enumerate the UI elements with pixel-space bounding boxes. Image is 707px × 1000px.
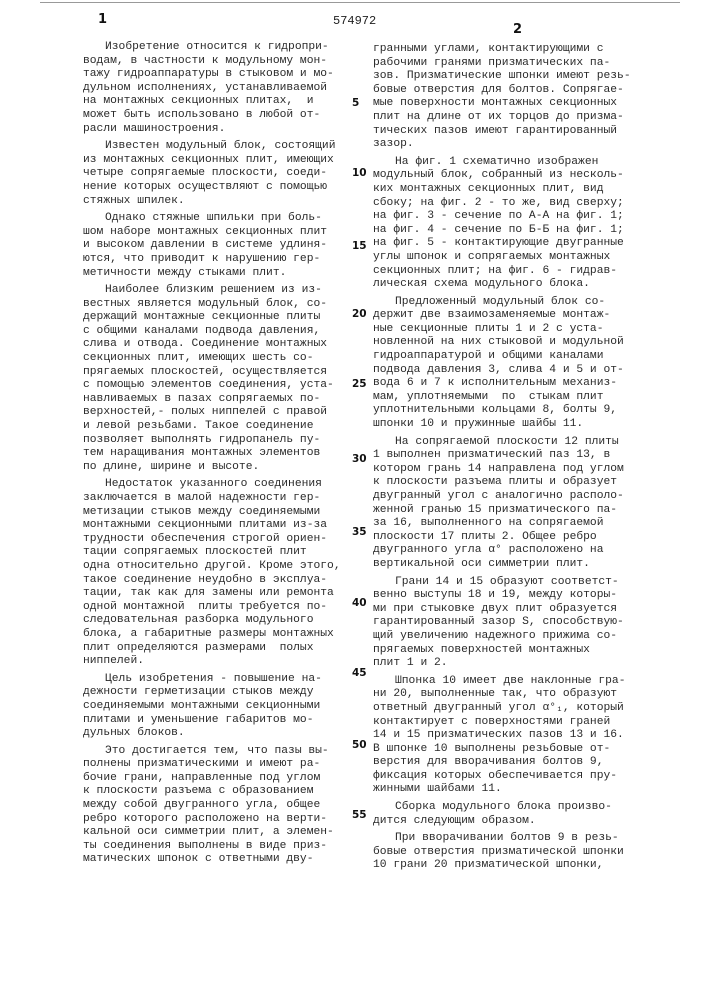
text-line: В шпонке 10 выполнены резьбовые от- [373,743,648,757]
paragraph [83,745,353,867]
page-number-right: 2 [513,22,522,37]
text-line: модульный блок, собранный из несколь- [373,169,648,183]
text-line: одной монтажной плиты требуется по- [83,601,353,615]
line-number: 45 [352,667,367,679]
text-line: плит определяются размерами полых [83,642,353,656]
text-line: тации сопрягаемых плоскостей плит [83,546,353,560]
text-line: При вворачивании болтов 9 в резь- [373,832,648,846]
text-line: и высоком давлении в системе удлиня- [83,239,353,253]
paragraph [373,156,648,292]
text-line: зов. Призматические шпонки имеют резь- [373,70,648,84]
text-line: 14 и 15 призматических пазов 13 и 16. [373,729,648,743]
line-number: 25 [352,378,367,390]
text-line: бочие грани, направленные под углом [83,772,353,786]
text-line: гарантированный зазор S, способствую- [373,616,648,630]
text-line: держит две взаимозаменяемые монтаж- [373,309,648,323]
text-line: верхностей,- полых ниппелей с правой [83,406,353,420]
text-line: контактирует с поверхностями граней [373,716,648,730]
text-line: 10 грани 20 призматической шпонки, [373,859,648,873]
text-line: на фиг. 3 - сечение по А-А на фиг. 1; [373,210,648,224]
patent-number: 574972 [333,14,376,28]
text-line: Недостаток указанного соединения [83,478,353,492]
text-line: жинными шайбами 11. [373,783,648,797]
text-line: слива и отвода. Соединение монтажных [83,338,353,352]
text-line: плоскости 17 плиты 2. Общее ребро [373,531,648,545]
left-text-column [83,41,353,871]
text-line: монтажными секционными плитами из-за [83,519,353,533]
text-line: зазор. [373,138,648,152]
right-text-column [373,43,648,877]
text-line: ются, что приводит к нарушению гер- [83,253,353,267]
text-line: ниппелей. [83,655,353,669]
text-line: к плоскости разъема плиты и образует [373,476,648,490]
text-line: из монтажных секционных плит, имеющих [83,154,353,168]
text-line: уплотнительными кольцами 8, болты 9, [373,404,648,418]
text-line: Сборка модульного блока произво- [373,801,648,815]
text-line: мые поверхности монтажных секционных [373,97,648,111]
paragraph [83,212,353,280]
text-line: подвода давления 3, слива 4 и 5 и от- [373,364,648,378]
text-line: Известен модульный блок, состоящий [83,140,353,154]
text-line: Наиболее близким решением из из- [83,284,353,298]
line-number: 5 [352,97,359,109]
scan-edge-line [40,2,680,3]
line-number: 35 [352,526,367,538]
text-line: Однако стяжные шпильки при боль- [83,212,353,226]
text-line: полнены призматическими и имеют ра- [83,758,353,772]
line-number: 55 [352,809,367,821]
text-line: щий увеличению надежного прижима со- [373,630,648,644]
text-line: заключается в малой надежности гер- [83,492,353,506]
text-line: метичности между стыками плит. [83,267,353,281]
page-number-left: 1 [98,12,107,27]
text-line: Грани 14 и 15 образуют соответст- [373,576,648,590]
text-line: вода 6 и 7 к исполнительным механиз- [373,377,648,391]
text-line: женной гранью 15 призматического па- [373,504,648,518]
text-line: кальной оси симметрии плит, а элемен- [83,826,353,840]
text-line: держащий монтажные секционные плиты [83,311,353,325]
paragraph [83,41,353,136]
paragraph [83,284,353,474]
text-line: на фиг. 4 - сечение по Б-Б на фиг. 1; [373,224,648,238]
text-line: гранными углами, контактирующими с [373,43,648,57]
text-line: секционных плит; на фиг. 6 - гидрав- [373,265,648,279]
text-line: Изобретение относится к гидропри- [83,41,353,55]
text-line: одна относительно другой. Кроме этого, [83,560,353,574]
text-line: соединяемыми монтажными секционными [83,700,353,714]
text-line: тации, так как для замены или ремонта [83,587,353,601]
text-line: ные секционные плиты 1 и 2 с уста- [373,323,648,337]
text-line: верстия для вворачивания болтов 9, [373,756,648,770]
text-line: дульных блоков. [83,727,353,741]
paragraph [373,576,648,671]
text-line: 1 выполнен призматический паз 13, в [373,449,648,463]
text-line: ких монтажных секционных плит, вид [373,183,648,197]
text-line: на фиг. 5 - контактирующие двугранные [373,237,648,251]
text-line: Предложенный модульный блок со- [373,296,648,310]
text-line: лическая схема модульного блока. [373,278,648,292]
text-line: Цель изобретения - повышение на- [83,673,353,687]
text-line: дульном исполнениях, устанавливаемой [83,82,353,96]
text-line: матических шпонок с ответными дву- [83,853,353,867]
text-line: четыре сопрягаемые плоскости, соеди- [83,167,353,181]
text-line: тем наращивания монтажных элементов [83,447,353,461]
text-line: секционных плит, имеющих шесть со- [83,352,353,366]
text-line: фиксация которых обеспечивается пру- [373,770,648,784]
text-line: вестных является модульный блок, со- [83,298,353,312]
paragraph [373,43,648,152]
text-line: венно выступы 18 и 19, между которы- [373,589,648,603]
text-line: Это достигается тем, что пазы вы- [83,745,353,759]
paragraph [373,801,648,828]
text-line: прягаемых плоскостей, осуществляется [83,366,353,380]
paragraph [373,675,648,797]
paragraph [83,478,353,668]
text-line: плит на длине от их торцов до призма- [373,111,648,125]
text-line: ребро которого расположено на верти- [83,813,353,827]
text-line: может быть использовано в любой от- [83,109,353,123]
text-line: котором грань 14 направлена под углом [373,463,648,477]
line-number: 20 [352,308,367,320]
text-line: тажу гидроаппаратуры в стыковом и мо- [83,68,353,82]
line-number: 30 [352,453,367,465]
text-line: стяжных шпилек. [83,195,353,209]
text-line: на монтажных секционных плитах, и [83,95,353,109]
text-line: прягаемых поверхностей монтажных [373,644,648,658]
text-line: вертикальной оси симметрии плит. [373,558,648,572]
text-line: плит 1 и 2. [373,657,648,671]
text-line: трудности обеспечения строгой ориен- [83,533,353,547]
text-line: навливаемых в пазах сопрягаемых по- [83,393,353,407]
text-line: ми при стыковке двух плит образуется [373,603,648,617]
text-line: метизации стыков между соединяемыми [83,506,353,520]
text-line: такое соединение неудобно в эксплуа- [83,574,353,588]
text-line: между собой двугранного угла, общее [83,799,353,813]
text-line: за 16, выполненного на сопрягаемой [373,517,648,531]
paragraph [83,673,353,741]
line-number: 50 [352,739,367,751]
paragraph [373,296,648,432]
text-line: тических пазов имеют гарантированный [373,125,648,139]
text-line: шпонки 10 и пружинные шайбы 11. [373,418,648,432]
text-line: бовые отверстия призматической шпонки [373,846,648,860]
text-line: дежности герметизации стыков между [83,686,353,700]
text-line: плитами и уменьшение габаритов мо- [83,714,353,728]
text-line: расли машиностроения. [83,123,353,137]
text-line: двугранного угла α° расположено на [373,544,648,558]
paragraph [373,436,648,572]
line-number: 40 [352,597,367,609]
text-line: позволяет выполнять гидропанель пу- [83,434,353,448]
text-line: мам, уплотняемыми по стыкам плит [373,391,648,405]
paragraph [83,140,353,208]
text-line: сбоку; на фиг. 2 - то же, вид сверху; [373,197,648,211]
text-line: ответный двугранный угол α°₁, который [373,702,648,716]
text-line: двугранный угол с аналогично располо- [373,490,648,504]
text-line: следовательная разборка модульного [83,614,353,628]
text-line: рабочими гранями призматических па- [373,57,648,71]
text-line: нение которых осуществляют с помощью [83,181,353,195]
text-line: На сопрягаемой плоскости 12 плиты [373,436,648,450]
line-number: 15 [352,240,367,252]
text-line: гидроаппаратурой и общими каналами [373,350,648,364]
text-line: Шпонка 10 имеет две наклонные гра- [373,675,648,689]
text-line: с помощью элементов соединения, уста- [83,379,353,393]
text-line: шом наборе монтажных секционных плит [83,226,353,240]
text-line: ни 20, выполненные так, что образуют [373,688,648,702]
text-line: новленной на них стыковой и модульной [373,336,648,350]
text-line: На фиг. 1 схематично изображен [373,156,648,170]
text-line: дится следующим образом. [373,815,648,829]
text-line: ты соединения выполнены в виде приз- [83,840,353,854]
text-line: с общими каналами подвода давления, [83,325,353,339]
line-number: 10 [352,167,367,179]
text-line: углы шпонок и сопрягаемых монтажных [373,251,648,265]
text-line: и левой резьбами. Такое соединение [83,420,353,434]
text-line: к плоскости разъема с образованием [83,785,353,799]
paragraph [373,832,648,873]
text-line: водам, в частности к модульному мон- [83,55,353,69]
text-line: блока, а габаритные размеры монтажных [83,628,353,642]
text-line: по длине, ширине и высоте. [83,461,353,475]
text-line: бовые отверстия для болтов. Сопрягае- [373,84,648,98]
